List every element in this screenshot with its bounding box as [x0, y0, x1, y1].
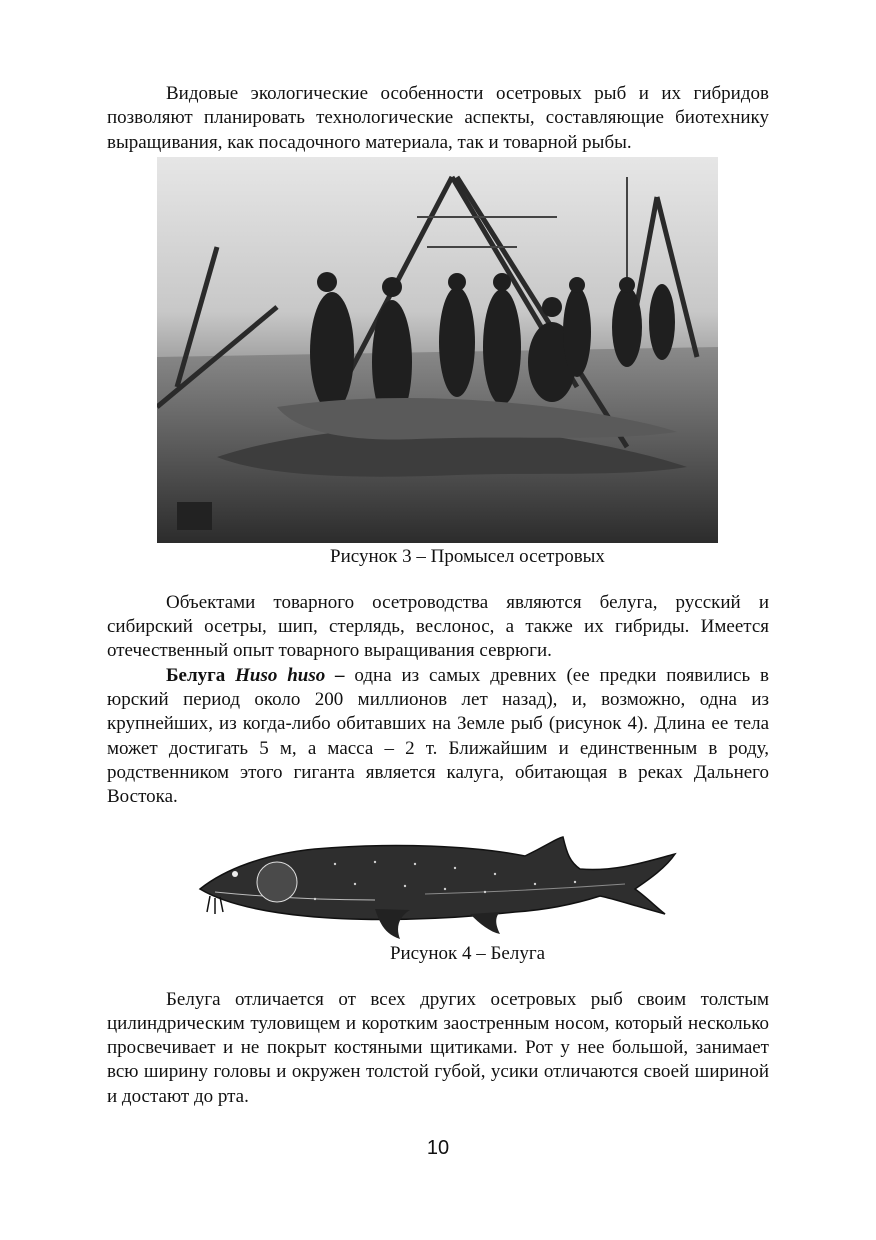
- latin-name: Huso huso –: [235, 664, 345, 686]
- figure-3-caption: Рисунок 3 – Промысел осетровых: [330, 545, 605, 567]
- figure-3-photo: [157, 157, 718, 543]
- beluga-drawing: [195, 834, 681, 942]
- fishing-photo-image: [157, 157, 718, 543]
- term-beluga: Белуга: [166, 664, 226, 686]
- paragraph-intro: Видовые экологические особенности осетровых рыб и их гибридов позволяют планировать технологические аспекты, составляющие биотехнику выращивания, как посадочного материала, так и товарной рыбы.: [107, 83, 769, 153]
- paragraph-beluga: [107, 664, 769, 810]
- document-page: [107, 82, 769, 1109]
- page-number: 10: [426, 1137, 450, 1159]
- paragraph-objects: Объектами товарного осетроводства являются белуга, русский и сибирский осетры, шип, стерлядь, веслонос, а также их гибриды. Имеется отечественный опыт товарного выращивания севрюги.: [107, 591, 769, 662]
- figure-4-beluga: [195, 834, 681, 942]
- paragraph-beluga-features: Белуга отличается от всех других осетровых рыб своим толстым цилиндрическим туловищем и коротким заостренным носом, который несколько просвечивает и не покрыт костяными щитиками. Рот у нее большой, занимает всю ширину головы и окружен толстой губой, усики отличаются своей шириной и достают до рта.: [107, 988, 769, 1107]
- figure-4-caption: Рисунок 4 – Белуга: [389, 942, 546, 964]
- beluga-description: одна из самых древних (ее предки появились в юрский период около 200 миллионов лет назад), и, возможно, одна из крупнейших, из когда-либо обитавших на Земле рыб (рисунок 4). Длина ее тела может достигать 5 м, а масса – 2 т. Ближайшим и единственным в роду, родственником этого гиганта является калуга, обитающая в реках Дальнего Востока.: [107, 664, 769, 808]
